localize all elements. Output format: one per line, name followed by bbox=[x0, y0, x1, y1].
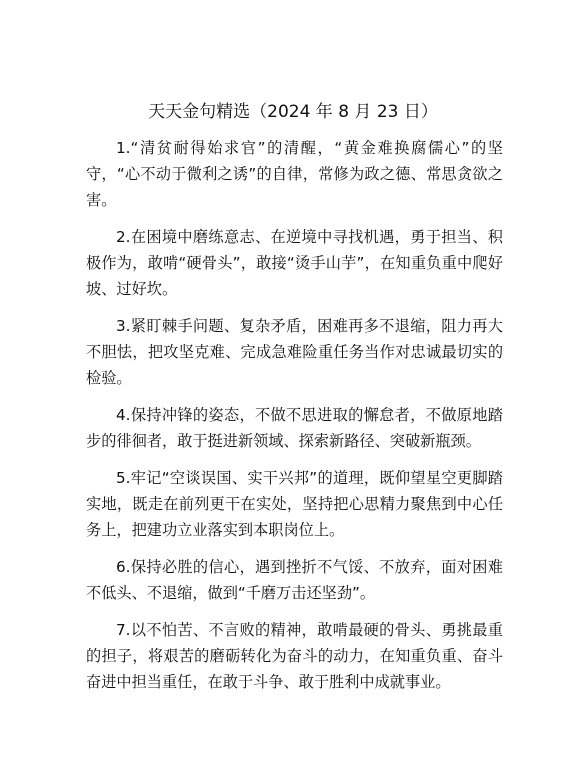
paragraph-4: 4.保持冲锋的姿态，不做不思进取的懈怠者，不做原地踏步的徘徊者，敢于挺进新领域、探索新路径、突破新瓶颈。 bbox=[86, 406, 503, 450]
paragraph-7: 7.以不怕苦、不言败的精神，敢啃最硬的骨头、勇挑最重的担子，将艰苦的磨砺转化为奋斗的动力，在知重负重、奋斗奋进中担当重任，在敢于斗争、敢于胜利中成就事业。 bbox=[86, 621, 503, 691]
paragraph-6: 6.保持必胜的信心，遇到挫折不气馁、不放弃，面对困难不低头、不退缩，做到“千磨万击还坚劲”。 bbox=[86, 558, 503, 602]
page-title: 天天金句精选（2024 年 8 月 23 日） bbox=[148, 102, 438, 122]
paragraph-3: 3.紧盯棘手问题、复杂矛盾，困难再多不退缩，阻力再大不胆怯，把攻坚克难、完成急难险重任务当作对忠诚最切实的检验。 bbox=[86, 317, 503, 387]
document-body bbox=[86, 135, 503, 706]
paragraph-5: 5.牢记“空谈误国、实干兴邦”的道理，既仰望星空更脚踏实地，既走在前列更干在实处，坚持把心思精力聚焦到中心任务上，把建功立业落实到本职岗位上。 bbox=[86, 469, 503, 539]
paragraph-2: 2.在困境中磨练意志、在逆境中寻找机遇，勇于担当、积极作为，敢啃“硬骨头”，敢接“烫手山芋”，在知重负重中爬好坡、过好坎。 bbox=[86, 228, 503, 298]
paragraph-1: 1.“清贫耐得始求官”的清醒，“黄金难换腐儒心”的坚守，“心不动于微利之诱”的自律，常修为政之德、常思贪欲之害。 bbox=[86, 139, 503, 209]
